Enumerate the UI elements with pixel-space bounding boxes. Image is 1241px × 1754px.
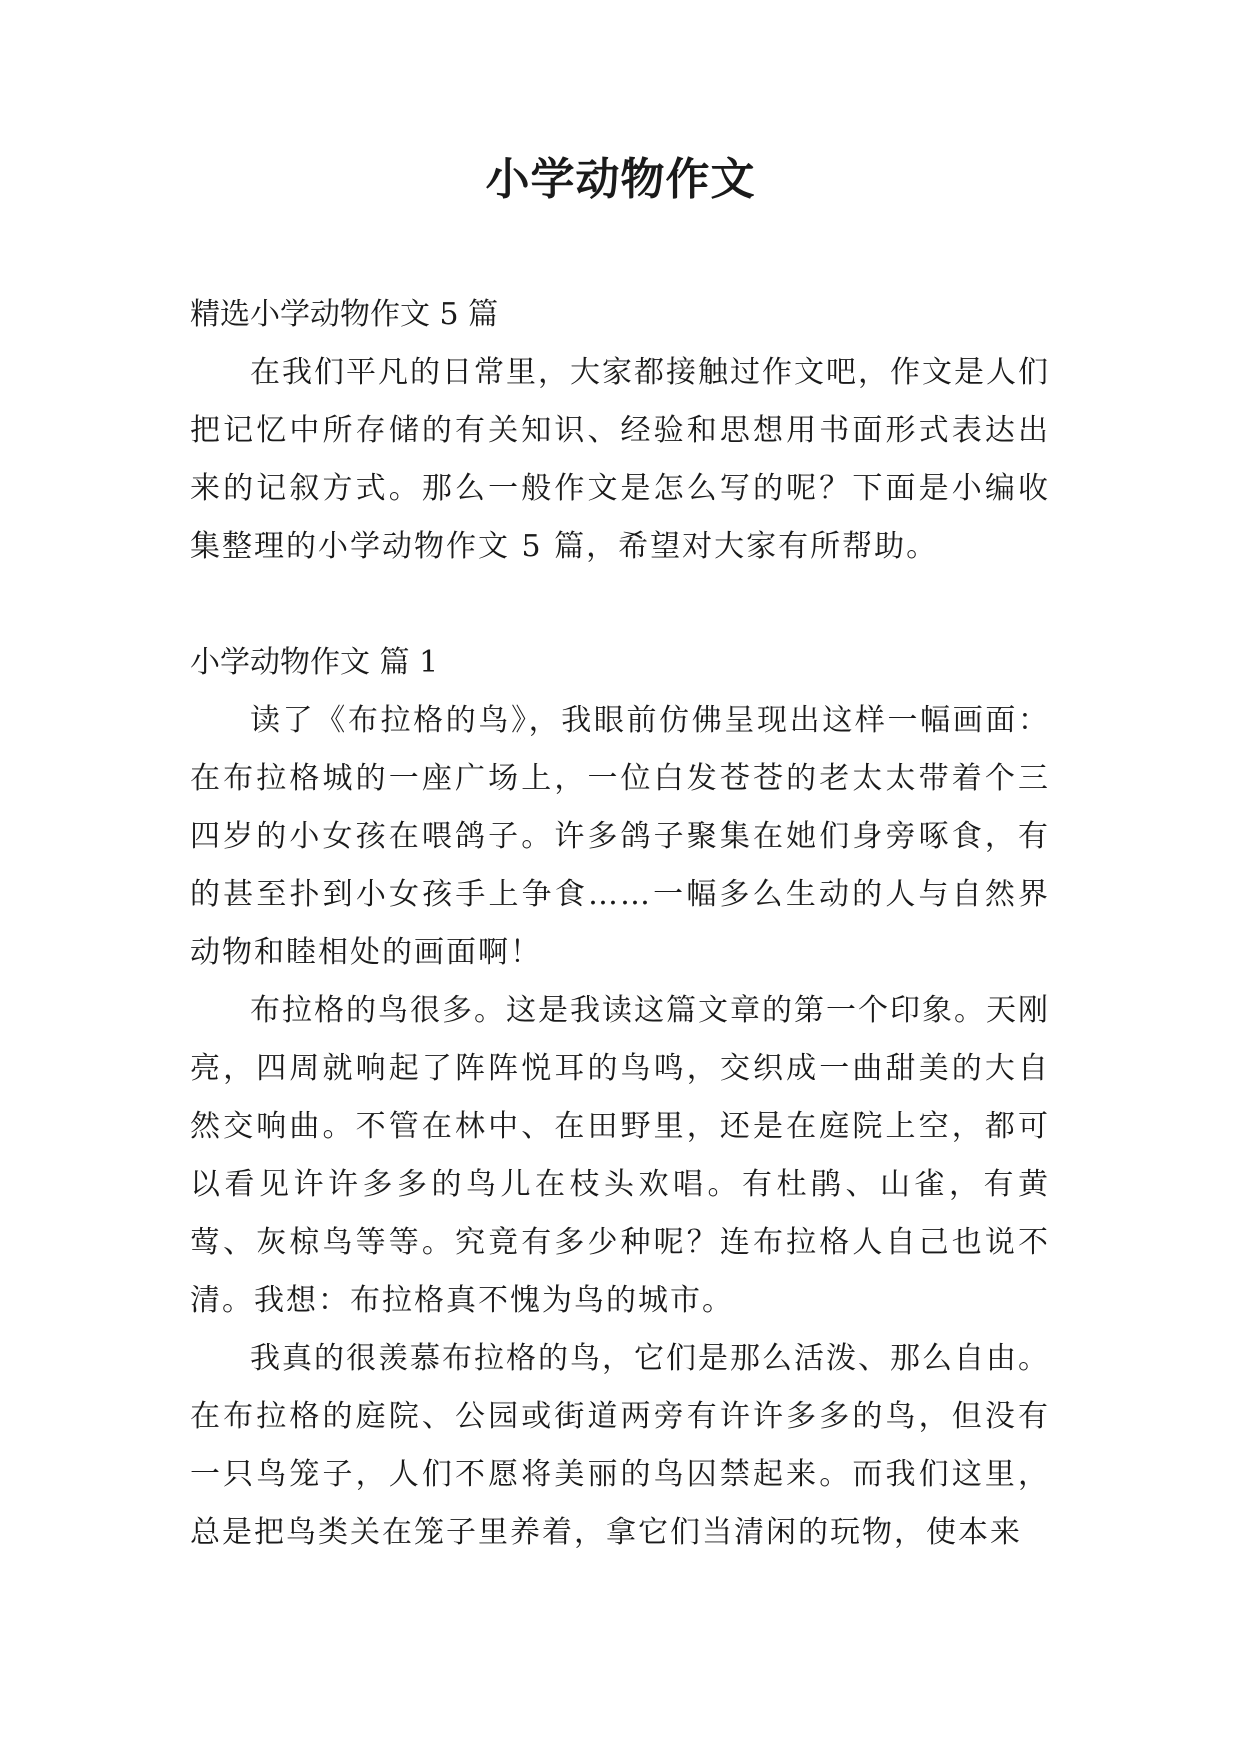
document-title: 小学动物作文 [485,154,756,205]
body-paragraph: 读了《布拉格的鸟》，我眼前仿佛呈现出这样一幅画面：在布拉格城的一座广场上，一位白发苍苍的老太太带着个三四岁的小女孩在喂鸽子。许多鸽子聚集在她们身旁啄食，有的甚至扑到小女孩手上争食……一幅多么生动的人与自然界动物和睦相处的画面啊！ [190,703,1050,970]
body-paragraph: 布拉格的鸟很多。这是我读这篇文章的第一个印象。天刚亮，四周就响起了阵阵悦耳的鸟鸣，交织成一曲甜美的大自然交响曲。不管在林中、在田野里，还是在庭院上空，都可以看见许许多多的鸟儿在枝头欢唱。有杜鹃、山雀，有黄莺、灰椋鸟等等。究竟有多少种呢？连布拉格人自己也说不清。我想：布拉格真不愧为鸟的城市。 [190,993,1050,1318]
intro-heading: 精选小学动物作文 5 篇 [190,297,499,332]
intro-paragraph: 在我们平凡的日常里，大家都接触过作文吧，作文是人们把记忆中所存储的有关知识、经验和思想用书面形式表达出来的记叙方式。那么一般作文是怎么写的呢？下面是小编收集整理的小学动物作文 5 篇，希望对大家有所帮助。 [190,355,1050,564]
section-spacer [190,576,1050,634]
document-body [190,286,1050,1562]
section-heading: 小学动物作文 篇 1 [190,645,439,680]
body-paragraph: 我真的很羡慕布拉格的鸟，它们是那么活泼、那么自由。在布拉格的庭院、公园或街道两旁有许许多多的鸟，但没有一只鸟笼子，人们不愿将美丽的鸟囚禁起来。而我们这里，总是把鸟类关在笼子里养着，拿它们当清闲的玩物，使本来 [190,1341,1050,1550]
